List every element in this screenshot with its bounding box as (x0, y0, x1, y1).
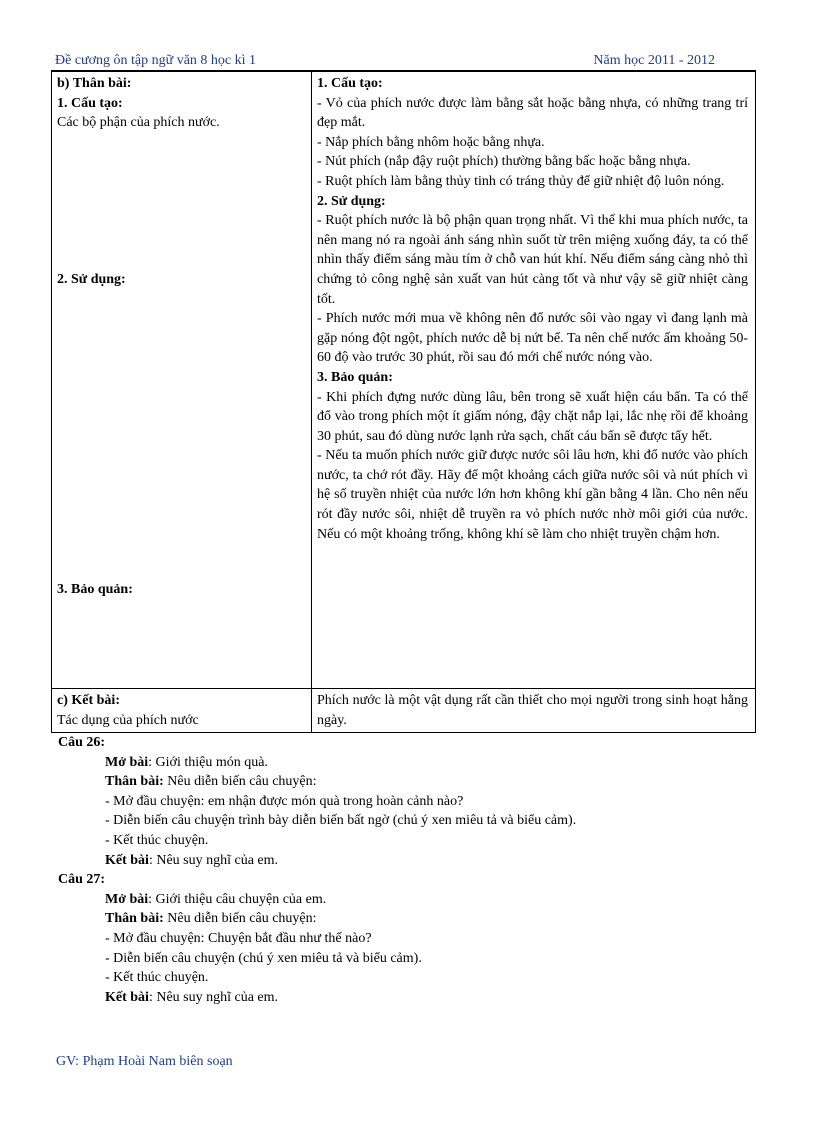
q26-body-text: Nêu diễn biến câu chuyện: (163, 774, 317, 790)
q26-item: - Diễn biến câu chuyện trình bày diễn biến bất ngờ (chú ý xen miêu tả và biểu cảm). (105, 813, 577, 829)
right-care-heading: 3. Bảo quản: (317, 369, 393, 385)
q26-intro-text: : Giới thiệu món quà. (148, 754, 268, 770)
body-heading: b) Thân bài: (57, 76, 132, 91)
q26-conclusion (58, 851, 748, 871)
table-row-body (52, 72, 756, 689)
q27-intro-text: : Giới thiệu câu chuyện của em. (148, 891, 327, 907)
outline-table (51, 71, 756, 733)
q26-item: - Kết thúc chuyện. (105, 832, 209, 848)
care-item: - Khi phích đựng nước dùng lâu, bên trong sẽ xuất hiện cáu bẩn. Ta có thể đổ vào trong phích một ít giấm nóng, đậy chặt nắp lại, lắc nhẹ rồi để khoảng 30 phút, sau đó dùng nước lạnh rửa sạch, chất cáu bẩn sẽ được tẩy hết. (317, 389, 748, 444)
conclusion-label-text: Tác dụng của phích nước (57, 712, 199, 728)
question-27-title: Câu 27: (58, 872, 106, 888)
q27-item: - Kết thúc chuyện. (105, 970, 209, 986)
q27-intro (58, 890, 748, 910)
q27-intro-label: Mở bài (105, 891, 149, 907)
q27-item: - Mở đầu chuyện: Chuyện bắt đầu như thế nào? (105, 930, 372, 946)
q27-conclusion (58, 988, 748, 1008)
questions-section (58, 733, 748, 1007)
right-structure-heading: 1. Cấu tạo: (317, 76, 383, 91)
usage-item: - Phích nước mới mua về không nên đổ nước sôi vào ngay vì đang lạnh mà gặp nóng đột ngột, phích nước dễ bị nứt bể. Ta nên chế nước ấm khoảng 50-60 độ vào trước 30 phút, rồi sau đó mới chế nước nóng vào. (317, 311, 748, 366)
page-footer: GV: Phạm Hoài Nam biên soạn (56, 1054, 233, 1069)
left-structure-label: 1. Cấu tạo: (57, 95, 123, 111)
q27-body (58, 909, 748, 929)
conclusion-text: Phích nước là một vật dụng rất cần thiết cho mọi người trong sinh hoạt hằng ngày. (317, 693, 748, 728)
q27-conclusion-label: Kết bài (105, 989, 149, 1005)
left-care-label: 3. Bảo quản: (57, 582, 133, 598)
table-row-conclusion (52, 689, 756, 733)
q27-item: - Diễn biến câu chuyện (chú ý xen miêu tả và biểu cảm). (105, 950, 422, 966)
q26-conclusion-label: Kết bài (105, 852, 149, 868)
structure-item: - Nút phích (nắp đậy ruột phích) thường bằng bấc hoặc bằng nhựa. (317, 154, 691, 170)
q26-body (58, 772, 748, 792)
q27-body-text: Nêu diễn biến câu chuyện: (163, 911, 317, 927)
left-structure-text: Các bộ phận của phích nước. (57, 115, 220, 131)
conclusion-right-cell (312, 689, 756, 733)
care-item: - Nếu ta muốn phích nước giữ được nước sôi lâu hơn, khi đổ nước vào phích nước, ta chớ rót đầy. Hãy để một khoảng cách giữa nước sôi và nút phích vì hệ số truyền nhiệt của nước lớn hơn không khí gần bằng 4 lần. Cho nên nếu rót đầy nước sôi, nhiệt dễ truyền ra vỏ phích nước nhờ môi giới của nước. Nếu có một khoảng trống, không khí sẽ làm cho nhiệt truyền chậm hơn. (317, 448, 748, 542)
q27-body-label: Thân bài: (105, 911, 164, 927)
q26-intro-label: Mở bài (105, 754, 149, 770)
q27-conclusion-text: : Nêu suy nghĩ của em. (148, 989, 279, 1005)
question-26-title: Câu 26: (58, 735, 106, 750)
q26-body-label: Thân bài: (105, 774, 164, 790)
right-usage-heading: 2. Sử dụng: (317, 193, 386, 209)
body-left-cell (52, 72, 312, 689)
q26-item: - Mở đầu chuyện: em nhận được món quà trong hoàn cảnh nào? (105, 793, 464, 809)
structure-item: - Ruột phích làm bằng thủy tinh có tráng thủy để giữ nhiệt độ luôn nóng. (317, 173, 725, 189)
structure-item: - Nắp phích bằng nhôm hoặc bằng nhựa. (317, 134, 545, 150)
q26-conclusion-text: : Nêu suy nghĩ của em. (148, 852, 279, 868)
usage-item: - Ruột phích nước là bộ phận quan trọng nhất. Vì thế khi mua phích nước, ta nên mang nó ra ngoài ánh sáng nhìn suốt từ trên miệng xuống đáy, ta có thể nhìn thấy điểm sáng màu tím ở chỗ van hút khí. Nếu điểm sáng càng nhỏ thì chứng tỏ công nghệ sản xuất van hút càng tốt và như vậy sẽ giữ nhiệt càng tốt. (317, 213, 748, 307)
body-right-cell (312, 72, 756, 689)
q26-intro (58, 753, 748, 773)
header-title: Đề cương ôn tập ngữ văn 8 học kì 1 (55, 53, 257, 68)
left-usage-label: 2. Sử dụng: (57, 271, 126, 287)
structure-item: - Vỏ của phích nước được làm bằng sắt hoặc bằng nhựa, có những trang trí đẹp mắt. (317, 95, 748, 131)
conclusion-heading: c) Kết bài: (57, 693, 120, 708)
page-header (55, 53, 715, 71)
header-school-year: Năm học 2011 - 2012 (593, 53, 715, 68)
conclusion-left-cell (52, 689, 312, 733)
